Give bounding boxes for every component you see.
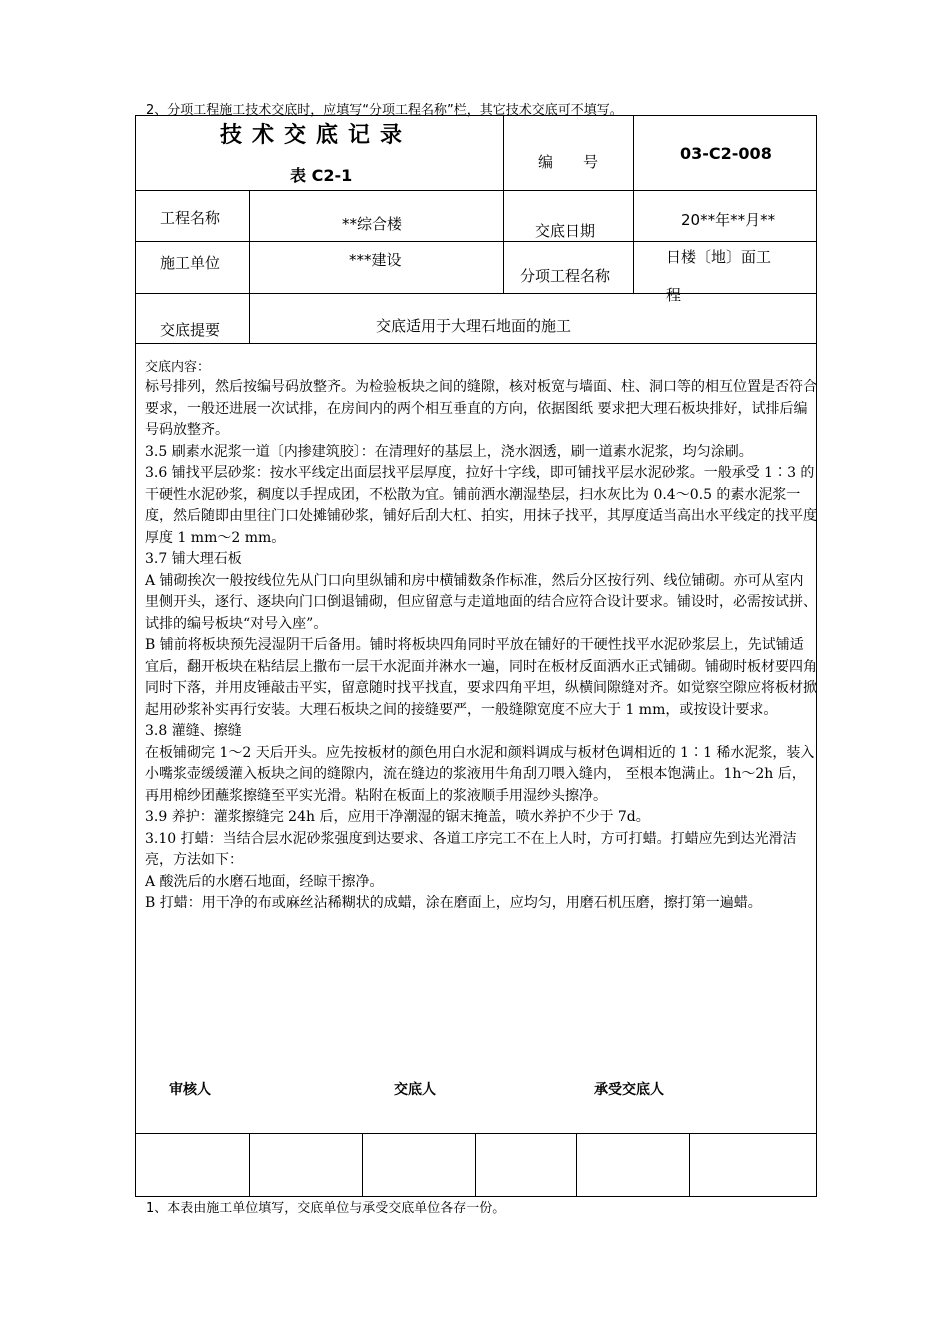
- form-title: 技术交底记录: [220, 123, 413, 148]
- content-paragraph: 3.9 养护：灌浆擦缝完 24h 后，应用干净潮湿的锯末掩盖，喷水养护不少于 7d。: [145, 809, 650, 825]
- note-top: 2、分项工程施工技术交底时，应填写“分项工程名称”栏，其它技术交底可不填写。: [146, 103, 623, 118]
- content-paragraph: A 酸洗后的水磨石地面，经晾干擦净。: [145, 873, 384, 890]
- divider: [475, 1133, 476, 1196]
- contractor-label: 施工单位: [160, 254, 221, 272]
- number-value: 03-C2-008: [680, 144, 772, 163]
- note-bottom: 1、本表由施工单位填写，交底单位与承受交底单位各存一份。: [146, 1201, 506, 1216]
- content-paragraph: 3.5 刷素水泥浆一道〔内掺建筑胶〕：在清理好的基层上，浇水洇透，刷一道素水泥浆，均匀涂刷。: [145, 443, 753, 460]
- divider: [362, 1133, 363, 1196]
- divider: [136, 1133, 816, 1134]
- content-paragraph: 标号排列，然后按编号码放整齐。为检验板块之间的缝隙，核对板宽与墙面、柱、洞口等的相互位置是否符合要求，一般还进展一次试排，在房间内的两个相互垂直的方向，依据图纸 要求把大理石板块排好，试排后编号码放整齐。: [145, 379, 817, 438]
- number-label: 编 号: [538, 153, 599, 171]
- divider: [249, 1133, 250, 1196]
- contractor-value: ***建设: [349, 251, 402, 269]
- date-value: 20**年**月**: [681, 211, 776, 229]
- receiver-label: 承受交底人: [594, 1082, 664, 1098]
- date-label: 交底日期: [535, 222, 596, 240]
- divider: [689, 1133, 690, 1196]
- divider: [136, 293, 816, 294]
- discloser-label: 交底人: [394, 1082, 436, 1098]
- project-name-label: 工程名称: [160, 209, 221, 227]
- divider: [136, 190, 816, 191]
- content-paragraph: B 铺前将板块预先浸湿阴干后备用。铺时将板块四角同时平放在铺好的干硬性找平水泥砂浆层上，先试铺适宜后，翻开板块在粘结层上撒布一层干水泥面并淋水一遍，同时在板材反面洒水正式铺砌。铺砌时板材要四角同时下落，并用皮锤敲击平实，留意随时找平找直，要求四角平坦，纵横间隙缝对齐。如觉察空隙应将板材掀起用砂浆补实再行安装。大理石板块之间的接缝要严，一般缝隙宽度不应大于 1 mm，或按设计要求。: [145, 637, 817, 718]
- project-name-value: **综合楼: [342, 215, 403, 233]
- content-paragraph: B 打蜡：用干净的布或麻丝沾稀糊状的成蜡，涂在磨面上，应均匀，用磨石机压磨，擦打第一遍蜡。: [145, 895, 762, 911]
- divider: [136, 241, 816, 242]
- reviewer-label: 审核人: [169, 1082, 211, 1098]
- divider: [633, 116, 634, 293]
- sub-project-value-line2: 程: [666, 286, 682, 304]
- summary-label: 交底提要: [160, 321, 221, 339]
- content-paragraph: A 铺砌挨次一般按线位先从门口向里纵铺和房中横铺数条作标准，然后分区按行列、线位铺砌。亦可从室内里侧开头，逐行、逐块向门口倒退铺砌，但应留意与走道地面的结合应符合设计要求。铺设时，必需按试拼、试排的编号板块“对号入座”。: [145, 572, 817, 632]
- divider: [576, 1133, 577, 1196]
- content-paragraph: 3.10 打蜡：当结合层水泥砂浆强度到达要求、各道工序完工不在上人时，方可打蜡。打蜡应先到达光滑洁亮，方法如下：: [145, 830, 797, 868]
- divider: [503, 116, 504, 293]
- divider: [136, 343, 816, 344]
- technical-disclosure-form: [135, 115, 817, 1197]
- content-paragraph: 3.7 铺大理石板: [145, 551, 242, 567]
- divider: [249, 190, 250, 343]
- content-heading: 交底内容：: [145, 360, 211, 375]
- table-number: 表 C2-1: [290, 166, 353, 185]
- content-paragraph: 在板铺砌完 1～2 天后开头。应先按板材的颜色用白水泥和颜料调成与板材色调相近的 1∶1 稀水泥浆，装入小嘴浆壶缓缓灌入板块之间的缝隙内，流在缝边的浆液用牛角刮刀喂入缝内， 至根本饱满止。1h～2h 后，再用棉纱团蘸浆擦缝至平实光滑。粘附在板面上的浆液顺手用湿纱头擦净。: [145, 744, 815, 804]
- summary-value: 交底适用于大理石地面的施工: [376, 317, 572, 335]
- content-paragraph: 3.6 铺找平层砂浆：按水平线定出面层找平层厚度，拉好十字线，即可铺找平层水泥砂浆。一般承受 1∶3 的干硬性水泥砂浆，稠度以手捏成团，不松散为宜。铺前洒水潮湿垫层，扫水灰比为 0.4～0.5 的素水泥浆一度，然后随即由里往门口处摊铺砂浆，铺好后刮大杠、拍实，用抹子找平，其厚度适当高出水平线定的找平度厚度 1 mm～2 mm。: [145, 465, 817, 546]
- content-paragraph: 3.8 灌缝、擦缝: [145, 723, 242, 739]
- sub-project-label: 分项工程名称: [520, 267, 611, 285]
- sub-project-value-line1: 日楼〔地〕面工: [666, 248, 772, 266]
- disclosure-content: [145, 359, 817, 915]
